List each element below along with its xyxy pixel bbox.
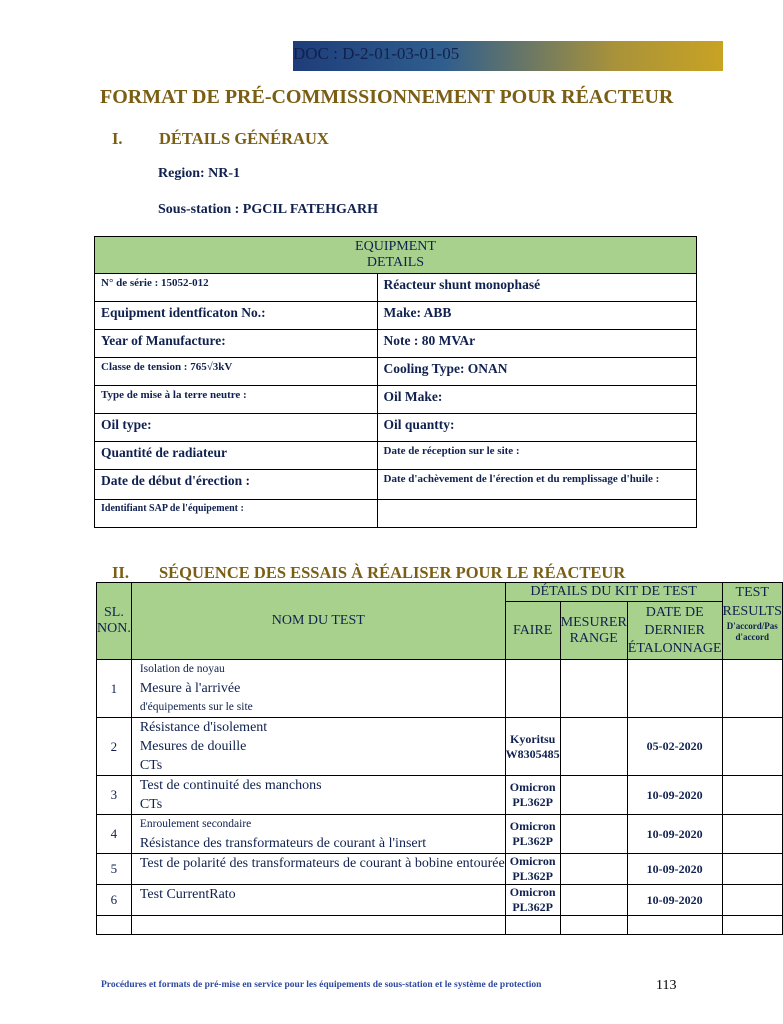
test-calibration-date: 10-09-2020: [627, 776, 722, 815]
equipment-row: [95, 500, 697, 528]
test-range: [560, 854, 627, 885]
empty-cell: [131, 916, 505, 935]
test-sl: 5: [97, 854, 132, 885]
equipment-row: [95, 358, 697, 386]
test-make: Omicron PL362P: [505, 854, 560, 885]
test-range: [560, 660, 627, 718]
neutral-earthing-cell: Type de mise à la terre neutre :: [95, 386, 378, 414]
section-2-title: SÉQUENCE DES ESSAIS À RÉALISER POUR LE RÉACTEUR: [159, 563, 626, 582]
page-number: 113: [656, 978, 677, 993]
cooling-type-cell: Cooling Type: ONAN: [377, 358, 696, 386]
test-name-line3: d'équipements sur le site: [139, 701, 253, 713]
test-calibration-date: 10-09-2020: [627, 854, 722, 885]
test-name-line3: CTs: [139, 758, 163, 773]
test-sequence-table: [96, 582, 783, 935]
test-make: [505, 660, 560, 718]
range-header: [560, 602, 627, 660]
test-name-line1: Test de continuité des manchons: [139, 778, 322, 793]
equipment-table-header: [95, 237, 697, 274]
test-name: [131, 776, 505, 815]
substation-field: Sous-station : PGCIL FATEHGARH: [158, 202, 379, 217]
range-header-line1: MESURER: [560, 614, 627, 630]
equipment-header-line2: DETAILS: [366, 255, 425, 270]
test-calibration-date: [627, 660, 722, 718]
equipment-row: [95, 330, 697, 358]
test-range: [560, 718, 627, 776]
test-name: Test de polarité des transformateurs de courant à bobine entourée: [131, 854, 505, 885]
year-of-manufacture-cell: Year of Manufacture:: [95, 330, 378, 358]
sap-id-cell: Identifiant SAP de l'équipement :: [95, 500, 378, 528]
test-sl: 2: [97, 718, 132, 776]
test-result: [722, 854, 782, 885]
section-1-number: I.: [112, 129, 123, 148]
test-range: [560, 885, 627, 916]
sl-header-line2: NON.: [97, 621, 131, 636]
test-make: Omicron PL362P: [505, 885, 560, 916]
results-header-line1: TEST: [735, 585, 769, 600]
radiator-quantity-cell: Quantité de radiateur: [95, 442, 378, 470]
erection-end-cell: Date d'achèvement de l'érection et du remplissage d'huile :: [377, 470, 696, 500]
test-row: [97, 854, 783, 885]
test-kit-header: DÉTAILS DU KIT DE TEST: [505, 583, 722, 602]
equipment-details-table: [94, 236, 697, 528]
serial-number-cell: N° de série : 15052-012: [95, 274, 378, 302]
test-sl: 6: [97, 885, 132, 916]
test-row: [97, 815, 783, 854]
make-header: FAIRE: [505, 602, 560, 660]
equipment-row: [95, 470, 697, 500]
test-name-line1: Isolation de noyau: [139, 663, 225, 675]
equipment-id-cell: Equipment identficaton No.:: [95, 302, 378, 330]
test-calibration-date: 10-09-2020: [627, 815, 722, 854]
oil-type-cell: Oil type:: [95, 414, 378, 442]
test-sl: 1: [97, 660, 132, 718]
equipment-header-line1: EQUIPMENT: [355, 239, 436, 254]
voltage-class-cell: Classe de tension : 765√3kV: [95, 358, 378, 386]
test-name-line2: Mesure à l'arrivée: [139, 681, 241, 696]
test-name-line2: Résistance des transformateurs de courant à l'insert: [139, 836, 427, 851]
rating-cell: Note : 80 MVAr: [377, 330, 696, 358]
section-1-title: DÉTAILS GÉNÉRAUX: [159, 129, 329, 148]
test-name-line1: Résistance d'isolement: [139, 720, 268, 735]
calibration-header-line3: ÉTALONNAGE: [627, 640, 722, 656]
equipment-row: [95, 274, 697, 302]
calibration-header: [627, 602, 722, 660]
region-field: Region: NR-1: [158, 166, 241, 181]
test-row: [97, 660, 783, 718]
oil-quantity-cell: Oil quantty:: [377, 414, 696, 442]
test-name-line2: Mesures de douille: [139, 739, 247, 754]
empty-cell: [627, 916, 722, 935]
test-make: Omicron PL362P: [505, 776, 560, 815]
calibration-header-line2: DERNIER: [644, 622, 705, 638]
equipment-header-cell: [95, 237, 697, 274]
make-cell: Make: ABB: [377, 302, 696, 330]
equipment-row: [95, 442, 697, 470]
test-row: [97, 885, 783, 916]
footer-text: Procédures et formats de pré-mise en service pour les équipements de sous-station et le système de protection: [101, 980, 542, 990]
test-make-line2: W8305485: [505, 746, 560, 761]
test-table-header-row-1: [97, 583, 783, 602]
empty-cell: [505, 916, 560, 935]
test-name-line1: Enroulement secondaire: [139, 818, 252, 830]
test-results-header: [722, 583, 782, 660]
equipment-row: [95, 302, 697, 330]
test-calibration-date: 05-02-2020: [627, 718, 722, 776]
test-make-line1: Kyoritsu: [510, 731, 556, 746]
reactor-type-cell: Réacteur shunt monophasé: [377, 274, 696, 302]
doc-reference: DOC : D-2-01-03-01-05: [293, 44, 460, 63]
test-row-empty: [97, 916, 783, 935]
empty-cell: [560, 916, 627, 935]
sl-header-line1: SL.: [104, 605, 124, 620]
equipment-row: [95, 414, 697, 442]
test-name: Test CurrentRato: [131, 885, 505, 916]
test-name: [131, 718, 505, 776]
test-sl: 3: [97, 776, 132, 815]
calibration-header-line1: DATE DE: [645, 604, 704, 620]
sap-id-value-cell: [377, 500, 696, 528]
equipment-row: [95, 386, 697, 414]
test-name: [131, 660, 505, 718]
test-row: [97, 718, 783, 776]
test-name: [131, 815, 505, 854]
page-title: FORMAT DE PRÉ-COMMISSIONNEMENT POUR RÉACTEUR: [100, 86, 674, 108]
empty-cell: [722, 916, 782, 935]
erection-start-cell: Date de début d'érection :: [95, 470, 378, 500]
test-result: [722, 718, 782, 776]
test-result: [722, 815, 782, 854]
test-result: [722, 885, 782, 916]
oil-make-cell: Oil Make:: [377, 386, 696, 414]
test-range: [560, 815, 627, 854]
doc-reference-banner: [293, 41, 723, 71]
test-make: Omicron PL362P: [505, 815, 560, 854]
results-header-line2: RESULTS: [722, 604, 782, 619]
receipt-date-cell: Date de réception sur le site :: [377, 442, 696, 470]
test-result: [722, 776, 782, 815]
test-sl: 4: [97, 815, 132, 854]
test-range: [560, 776, 627, 815]
test-row: [97, 776, 783, 815]
test-name-header: NOM DU TEST: [131, 583, 505, 660]
test-name-line2: CTs: [139, 797, 163, 812]
test-make: [505, 718, 560, 776]
section-2-number: II.: [112, 563, 129, 582]
sl-header: [97, 583, 132, 660]
range-header-line2: RANGE: [569, 630, 618, 646]
test-calibration-date: 10-09-2020: [627, 885, 722, 916]
test-result: [722, 660, 782, 718]
results-header-sub: D'accord/Pas d'accord: [726, 621, 778, 642]
empty-cell: [97, 916, 132, 935]
